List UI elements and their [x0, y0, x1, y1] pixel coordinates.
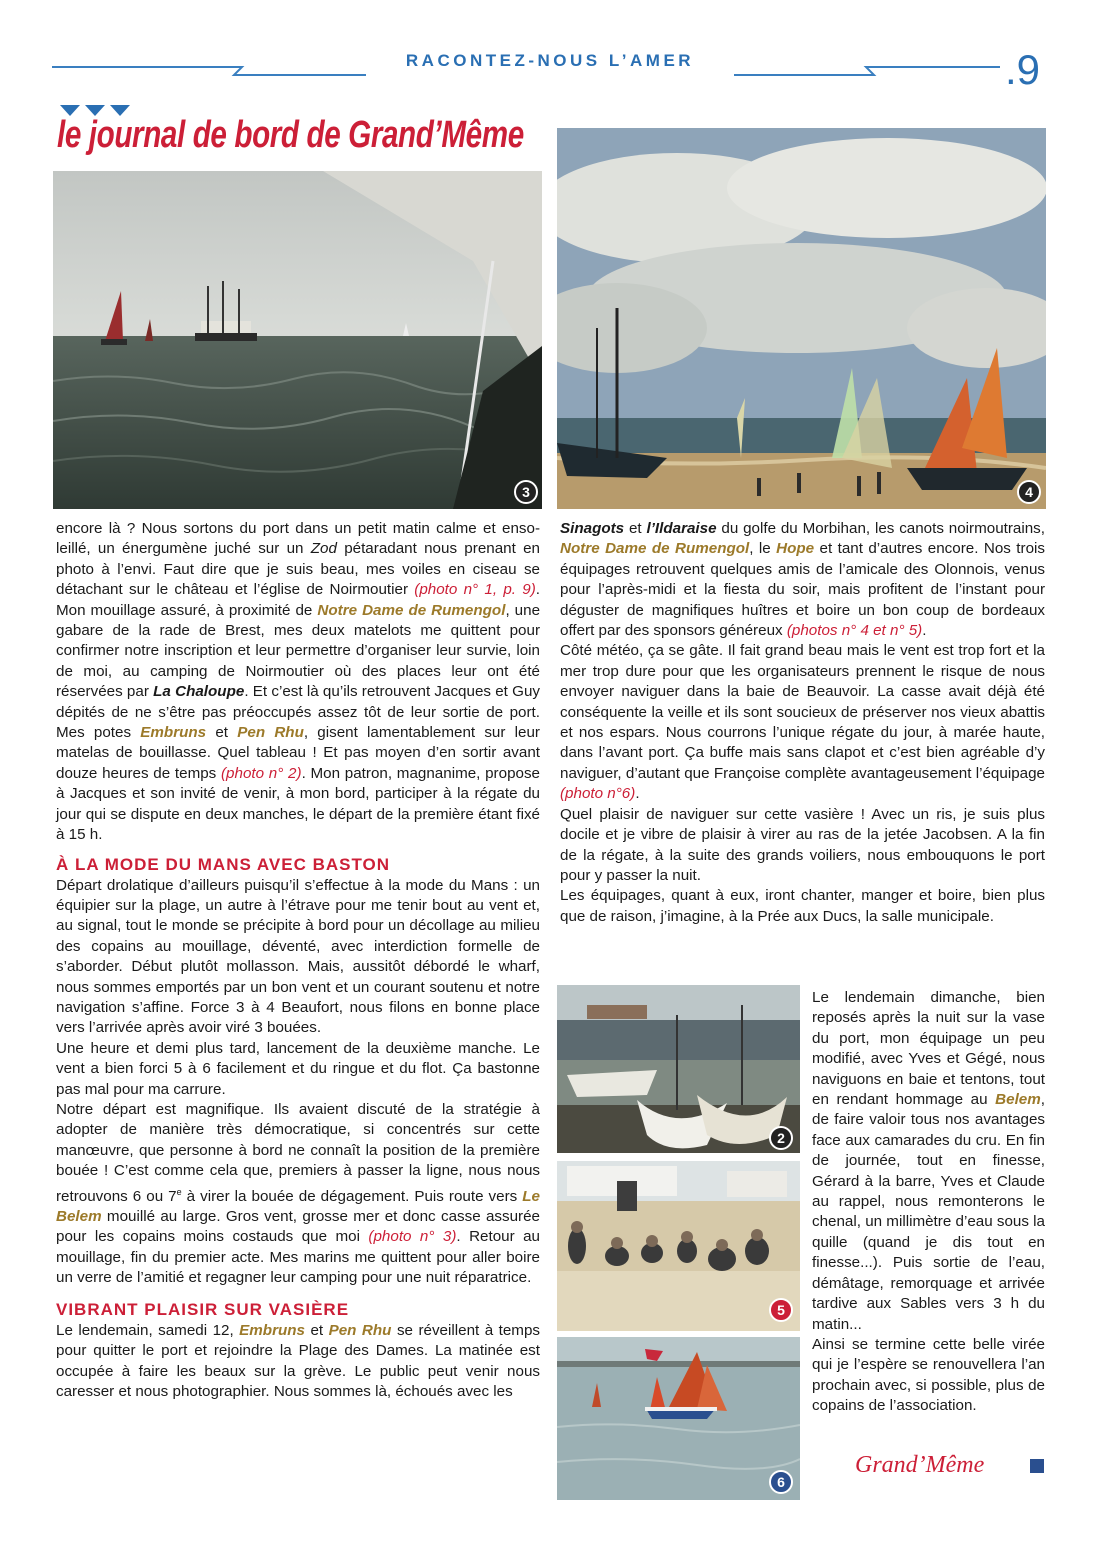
boat-name: Notre Dame de Rumengol — [317, 601, 506, 619]
text-run: Une heure et demi plus tard, lancement de la deuxième manche. Le vent a bien forci 5 à 6 facilement et du ringue et du flot. Ça bastonne pas mal pour ma carrure. — [56, 1039, 540, 1098]
signature: Grand’Même — [855, 1452, 985, 1478]
text-run: mouillé au large. Gros vent, grosse mer et donc casse assurée pour les copains moins costauds que moi — [56, 1208, 540, 1246]
text-run: . Retour au mouillage, fin du premier acte. Mes marins me quittent pour aller boire un verre de l’amitié et regagner leur camping pour une nuit réparatrice. — [56, 1228, 541, 1287]
photo-number-badge: 3 — [514, 480, 538, 504]
paragraph — [560, 641, 1045, 804]
photo-number-badge: 5 — [769, 1298, 793, 1322]
text-run: Quel plaisir de naviguer sur cette vasière ! Avec un ris, je suis plus docile et je vibre de plaisir à virer au ras de la jetée Jacobsen. A la fin de la régate, à la suite des grands voiliers, nous embouquons le port pour y passer la nuit. — [560, 805, 1045, 884]
right-column — [560, 519, 1045, 927]
text-run: et tant d’autres encore. Nos trois équipages retrouvent quelques amis de l’amicale des Olonnois, venus pour l’après-midi et la fiesta du soir, mais profitent de l’instant pour déguster de magnifiques huîtres et boire un bon coup de bordeaux offert par des sponsors généreux — [560, 540, 1045, 640]
text-run: , une gabare de la rade de Brest, mes deux matelots me quittent pour confirmer notre inscription et leur permettre d’organiser leur survie, loin de moi, au camping de Noirmoutier où des places leur ont été réservées par — [56, 601, 541, 701]
text-run: Départ drolatique d’ailleurs puisqu’il s’effectue à la mode du Mans : un équipier sur la plage, un autre à l’étrave pour me tenir bout au vent et, au signal, tout le monde se précipite à bord pour un décollage au milieu des copains au mouillage, déventé, avec interdiction formelle de s’aborder. Début plutôt mollasson. Mais, aussitôt débordé le wharf, nous sommes emportés par un bon vent et un courant soutenu et notre navigation s’affine. Force 3 à 4 Beaufort, nous filons en bonne place vers l’arrivée après avoir viré 3 bouées. — [56, 876, 540, 1037]
text-run: e — [176, 1186, 182, 1197]
boat-name: Embruns — [239, 1321, 305, 1339]
text-run: l’Ildaraise — [646, 520, 717, 537]
photo-reference: (photo n°6) — [560, 785, 636, 803]
text-run: Le lendemain dimanche, bien reposés après la nuit sur la vase du port, mon équipage un peu modifié, avec Yves et Gégé, nous naviguons en baie et tentons, tout en rendant hommage au — [812, 989, 1045, 1109]
photo-reference: (photo n° 1, p. 9) — [414, 581, 536, 599]
paragraph — [56, 1100, 540, 1289]
text-run: et — [624, 520, 647, 537]
paragraph — [56, 1321, 540, 1403]
paragraph — [560, 886, 1045, 927]
text-run: Notre départ est magnifique. Ils avaient discuté de la stratégie à adopter de manière très démocratique, si concentrés sur cette manœuvre, que personne à bord ne connaît la position de la première bouée ! C’est comme cela que, premiers à passer la ligne, nous nous retrouvons 6 ou 7 — [56, 1100, 540, 1205]
narrow-column — [812, 988, 1045, 1417]
boat-name: Le Belem — [56, 1187, 540, 1226]
photo-beach-sailboats — [557, 128, 1046, 509]
paragraph — [560, 519, 1045, 641]
text-run: . Mon patron, magnanime, propose à Jacques et son invité de venir, à mon bord, participer à la régate du jour qui se dispute en deux manches, le départ de la première étant fixé à 15 h. — [56, 764, 540, 844]
section-heading: À LA MODE DU MANS AVEC BASTON — [56, 854, 391, 874]
photo-reference: (photo n° 3) — [368, 1228, 457, 1246]
text-run: La Chaloupe — [153, 683, 245, 701]
photo-crew-on-beach — [557, 1161, 800, 1331]
text-run: . — [635, 785, 640, 803]
paragraph — [812, 1335, 1045, 1417]
text-run: Côté météo, ça se gâte. Il fait grand beau mais le vent est trop fort et la mer trop dure pour que les organisateurs prennent le risque de nous envoyer naviguer dans la baie de Beauvoir. La casse avait déjà été conséquente la veille et ils sont soucieux de préserver nos vieux abattis et nos espars. Nous courrons l’unique régate du jour, à marée haute, dans l’avant port. Ça buffe mais sans clapot et c’est bien agréable d’y naviguer, d’autant que Françoise complète avantageusement l’équipage — [560, 642, 1045, 782]
photo-number-badge: 4 — [1017, 480, 1041, 504]
header-rule-right — [888, 66, 1000, 68]
text-run: Zod — [310, 540, 337, 558]
end-square-icon — [1030, 1459, 1044, 1473]
text-run: encore là ? Nous sortons du port dans un petit matin calme et ensoleillé, un énergumène juché sur un — [56, 520, 540, 558]
text-run: Le lendemain, samedi 12, — [56, 1321, 240, 1339]
text-run: . Mon mouillage assuré, à proximité de — [56, 581, 540, 619]
photo-number-badge: 2 — [769, 1126, 793, 1150]
section-title: RACONTEZ-NOUS L’AMER — [405, 51, 695, 70]
photo-sea-tall-ship — [53, 171, 542, 509]
paragraph — [56, 876, 540, 1039]
text-run: Sinagots — [560, 520, 625, 537]
paragraph — [812, 988, 1045, 1335]
text-run: se réveillent à temps pour quitter le port et rejoindre la Plage des Dames. La matinée est occupée à faire les beaux sur la grève. Le public peut venir nous caresser et nous photographier. Nous sommes là, échoués avec les — [56, 1321, 540, 1400]
text-run: Les équipages, quant à eux, iront chanter, manger et boire, bien plus que de raison, j’imagine, à la Prée aux Ducs, la salle municipale. — [560, 887, 1045, 925]
text-run: et — [304, 1321, 329, 1339]
header-rule-right2 — [734, 74, 860, 76]
left-column — [56, 519, 540, 1402]
paragraph — [56, 1039, 540, 1100]
paragraph — [560, 805, 1045, 887]
boat-name: Pen Rhu — [328, 1321, 392, 1339]
text-run: . Et c’est là qu’ils retrouvent Jacques et Guy dépités de ne s’être pas préoccupés assez tôt de leur sortie de port. Mes potes — [56, 683, 541, 742]
photo-sailing-boat — [557, 1337, 800, 1500]
header-zigzag-right — [860, 59, 890, 77]
photo-number-badge: 6 — [769, 1470, 793, 1494]
boat-name: Hope — [776, 540, 815, 558]
text-run: et — [206, 724, 238, 742]
boat-name: Pen Rhu — [237, 724, 304, 742]
section-heading: VIBRANT PLAISIR SUR VASIÈRE — [56, 1299, 350, 1319]
text-run: du golfe du Morbihan, les canots noirmoutrains, — [716, 520, 1045, 537]
text-run: , le — [749, 540, 777, 558]
article-title: le journal de bord de Grand’Même — [57, 114, 524, 156]
text-run: , gisent lamentablement sur leur matelas de bouillasse. Quel tableau ! Et pas moyen d’en sortir avant douze heures de temps — [56, 724, 540, 782]
paragraph — [56, 519, 540, 846]
boat-name: Notre Dame de Rumengol — [560, 540, 750, 558]
header-rule-left2 — [246, 74, 366, 76]
photo-reference: (photos n° 4 et n° 5) — [786, 622, 923, 640]
page-number: .9 — [1005, 46, 1041, 93]
text-run: à virer la bouée de dégagement. Puis route vers — [181, 1187, 523, 1205]
boat-name: Belem — [995, 1091, 1041, 1109]
text-run: . — [922, 622, 927, 640]
photo-reference: (photo n° 2) — [221, 764, 302, 782]
photo-harbour-boats — [557, 985, 800, 1153]
boat-name: Embruns — [140, 724, 207, 742]
text-run: pétaradant nous prenant en photo à l’envi. Faut dire que je suis beau, mes voiles en ciseau se détachant sur le château et l’église de Noirmoutier — [56, 540, 540, 599]
text-run: , de faire valoir tous nos avantages face aux camarades du cru. En fin de journée, tout en finesse, Gérard à la barre, Yves et Claude au rappel, nous remonterons le chenal, un millimètre d’eau sous la quille (quand je dis tout en finesse...). Puis sortie de l’eau, démâtage, remorquage et arrivée tardive aux Sables vers 3 h du matin... — [812, 1091, 1045, 1333]
text-run: Ainsi se termine cette belle virée qui je l’espère se renouvellera l’an prochain avec, si possible, plus de copains de l’association. — [812, 1335, 1045, 1415]
